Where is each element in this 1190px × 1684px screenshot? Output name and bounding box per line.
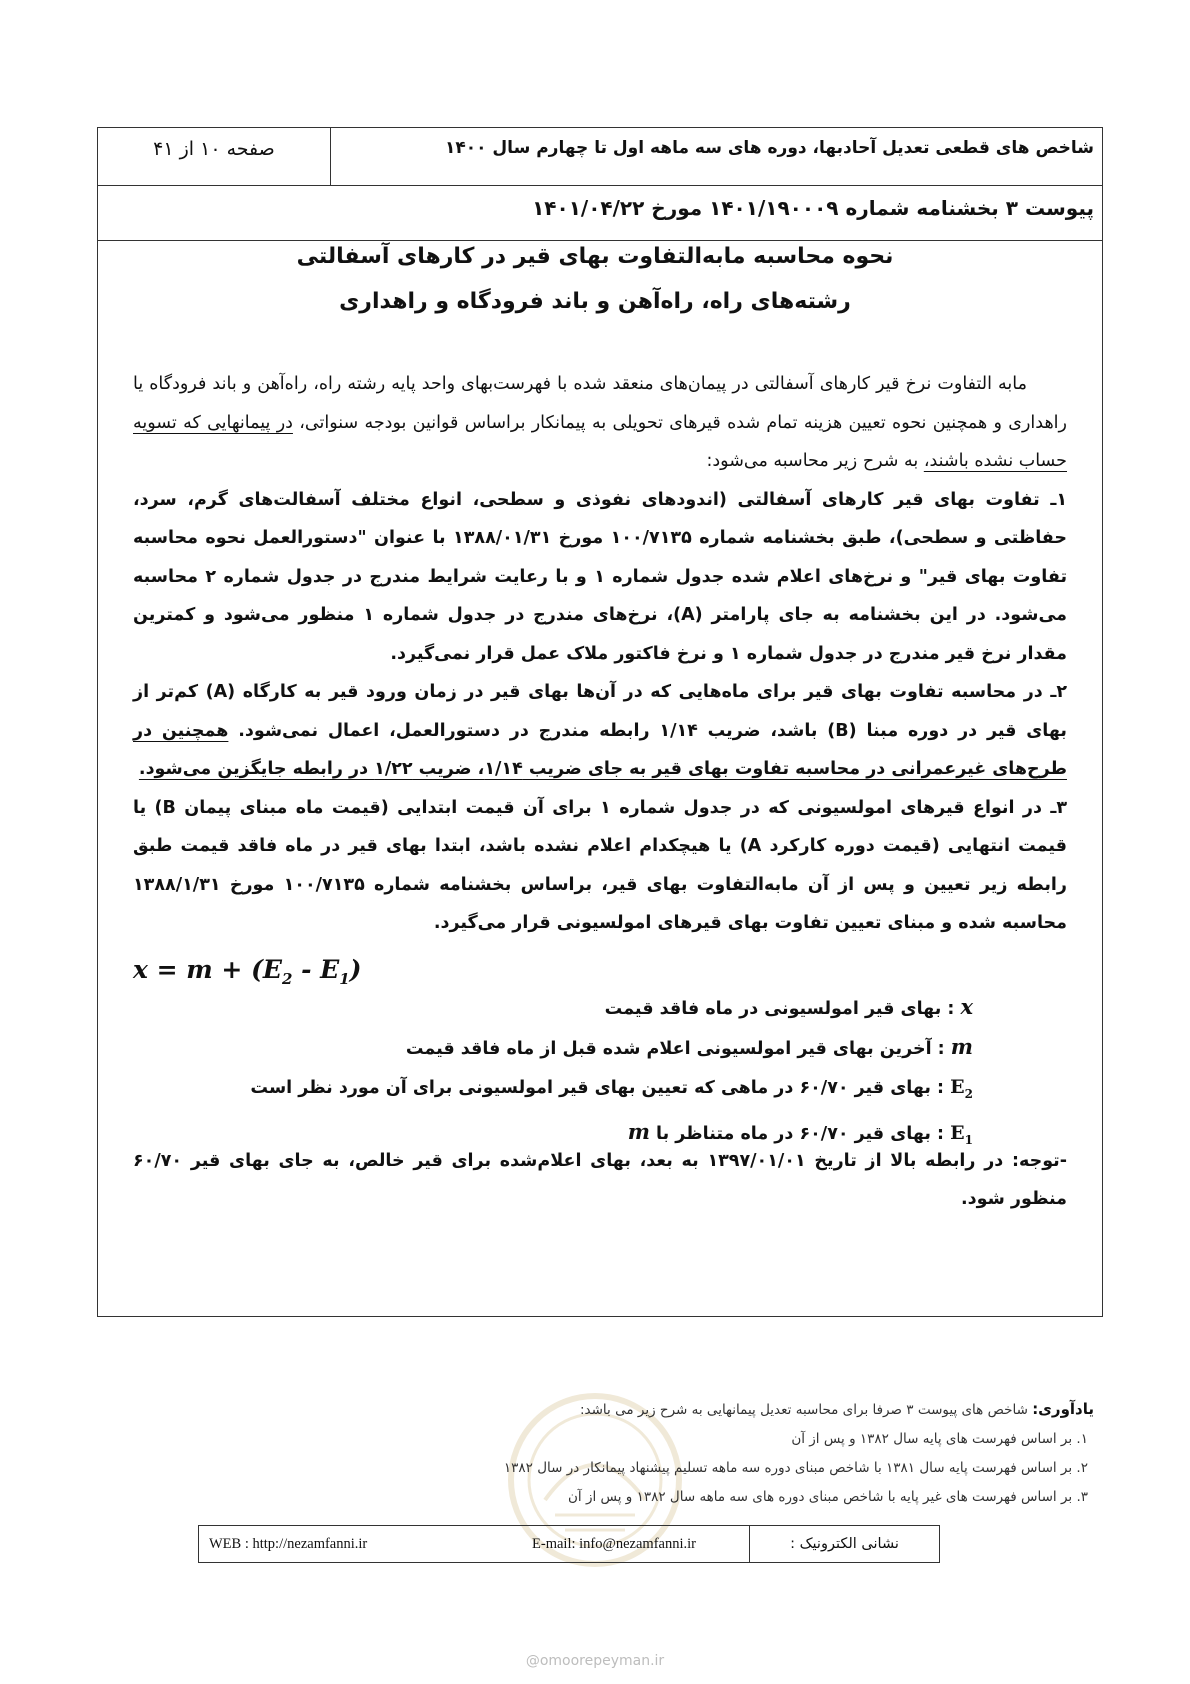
reminder-item-1: ۱. بر اساس فهرست های پایه سال ۱۳۸۲ و پس از آن (791, 1431, 1088, 1447)
circular-row (98, 186, 1102, 241)
def-e1-symbol: $E_1$ (950, 1121, 973, 1147)
def-x (133, 988, 973, 1028)
formula-sub1: 1 (339, 970, 350, 988)
reminder-text: شاخص های پیوست ۳ صرفا برای محاسبه تعدیل پیمانهایی به شرح زیر می باشد: (579, 1402, 1033, 1418)
item-2 (133, 673, 1067, 789)
def-e2 (133, 1068, 973, 1113)
header-row (98, 128, 1102, 186)
reminder-label: یادآوری: (1032, 1400, 1094, 1418)
def-e1-m: m (627, 1118, 650, 1144)
formula-sub2: 2 (281, 970, 293, 988)
note: -توجه: در رابطه بالا از تاریخ ۱۳۹۷/۰۱/۰۱ به بعد، بهای اعلام‌شده برای قیر خالص، به جای بهای قیر ۶۰/۷۰ منظور شود. (133, 1151, 1067, 1209)
document-title: شاخص های قطعی تعدیل آحادبها، دوره های سه ماهه اول تا چهارم سال ۱۴۰۰ (445, 138, 1094, 158)
reminder-item-2: ۲. بر اساس فهرست پایه سال ۱۳۸۱ با شاخص مبنای دوره سه ماهه تسلیم پیشنهاد پیمانکار در سال ۱۳۸۲ (503, 1460, 1088, 1476)
page-number: صفحه ۱۰ از ۴۱ (153, 138, 275, 160)
intro-text-underlined: در پیمانهایی که تسویه حساب نشده باشند، (133, 412, 1067, 471)
reminder-header (194, 1395, 1094, 1425)
circular-title: پیوست ۳ بخشنامه شماره ۱۴۰۱/۱۹۰۰۰۹ مورخ ۱۴۰۱/۰۴/۲۲ (532, 196, 1094, 220)
section-heading-line2: رشته‌های راه، راه‌آهن و باند فرودگاه و راهداری (339, 289, 851, 314)
contact-label: نشانی الکترونیک : (749, 1526, 939, 1562)
formula-end: ) (349, 955, 362, 984)
formula-mid: - E (292, 955, 340, 984)
def-x-text: : بهای قیر امولسیونی در ماه فاقد قیمت (604, 999, 961, 1019)
formula-lhs: x = m + (E (133, 955, 282, 984)
footer-reminder (194, 1395, 1094, 1512)
def-m-symbol: m (950, 1034, 973, 1059)
def-e1-text: : بهای قیر ۶۰/۷۰ در ماه متناظر با (649, 1123, 951, 1144)
contact-box (198, 1525, 940, 1563)
intro-paragraph (133, 365, 1067, 481)
def-x-symbol: x (960, 994, 973, 1019)
item-2-underlined: همچنین در طرح‌های غیرعمرانی در محاسبه تفاوت بهای قیر به جای ضریب ۱/۱۴، ضریب ۱/۲۲ در رابطه جایگزین می‌شود. (133, 720, 1067, 779)
formula (133, 955, 362, 988)
item-3: ۳ـ در انواع قیرهای امولسیونی که در جدول شماره ۱ برای آن قیمت ابتدایی (قیمت ماه مبنای پیمان B) یا قیمت انتهایی (قیمت دوره کارکرد A) یا هیچکدام اعلام نشده باشد، ابتدا بهای قیر در ماه فاقد قیمت طبق رابطه زیر تعیین و پس از آن مابه‌التفاوت بهای قیر، براساس بخشنامه شماره ۱۰۰/۷۱۳۵ مورخ ۱۳۸۸/۱/۳۱ محاسبه شده و مبنای تعیین تفاوت بهای قیرهای امولسیونی قرار می‌گیرد. (133, 797, 1068, 933)
web-link[interactable]: WEB : http://nezamfanni.ir (209, 1536, 368, 1552)
item-2-text: ۲ـ در محاسبه تفاوت بهای قیر برای ماه‌هایی که در آن‌ها بهای قیر در زمان ورود قیر به کارگاه (A) کم‌تر از بهای قیر در دوره مبنا (B) باشد، ضریب ۱/۱۴ رابطه مندرج در دستورالعمل، اعمال نمی‌شود. (133, 682, 1067, 741)
def-m (133, 1028, 973, 1068)
watermark-text: @omoorepeyman.ir (525, 1653, 665, 1669)
definitions (133, 988, 973, 1159)
header-divider (330, 128, 331, 185)
def-e2-text: : بهای قیر ۶۰/۷۰ در ماهی که تعیین بهای قیر امولسیونی برای آن مورد نظر است (250, 1078, 951, 1098)
item-1: ۱ـ تفاوت بهای قیر کارهای آسفالتی (اندودهای نفوذی و سطحی، انواع مختلف آسفالت‌های گرم، سرد، حفاظتی و سطحی)، طبق بخشنامه شماره ۱۰۰/۷۱۳۵ مورخ ۱۳۸۸/۰۱/۳۱ با عنوان "دستورالعمل نحوه محاسبه تفاوت بهای قیر" و نرخ‌های اعلام شده جدول شماره ۱ و با رعایت شرایط مندرج در جدول شماره ۲ محاسبه می‌شود. در این بخشنامه به جای پارامتر (A)، نرخ‌های مندرج در جدول شماره ۱ منظور می‌شود و کمترین مقدار نرخ قیر مندرج در جدول شماره ۱ و نرخ فاکتور ملاک عمل قرار نمی‌گیرد. (133, 489, 1068, 664)
def-e2-symbol: $E_2$ (950, 1076, 973, 1101)
section-heading-line1: نحوه محاسبه مابه‌التفاوت بهای قیر در کارهای آسفالتی (296, 244, 894, 269)
body-text (133, 365, 1067, 943)
intro-text-c: به شرح زیر محاسبه می‌شود: (706, 451, 924, 471)
email-link[interactable]: E-mail: info@nezamfanni.ir (532, 1536, 696, 1552)
reminder-item-3: ۳. بر اساس فهرست های غیر پایه با شاخص مبنای دوره های سه ماهه سال ۱۳۸۲ و پس از آن (568, 1489, 1088, 1505)
def-m-text: : آخرین بهای قیر امولسیونی اعلام شده قبل از ماه فاقد قیمت (405, 1039, 951, 1059)
intro-text-a: مابه التفاوت نرخ قیر کارهای آسفالتی در پیمان‌های منعقد شده با فهرست‌بهای واحد پایه رشته راه، راه‌آهن و باند فرودگاه یا راهداری و همچنین نحوه تعیین هزینه تمام شده قیرهای تحویلی به پیمانکار براساس قوانین بودجه سنواتی، (133, 374, 1067, 433)
